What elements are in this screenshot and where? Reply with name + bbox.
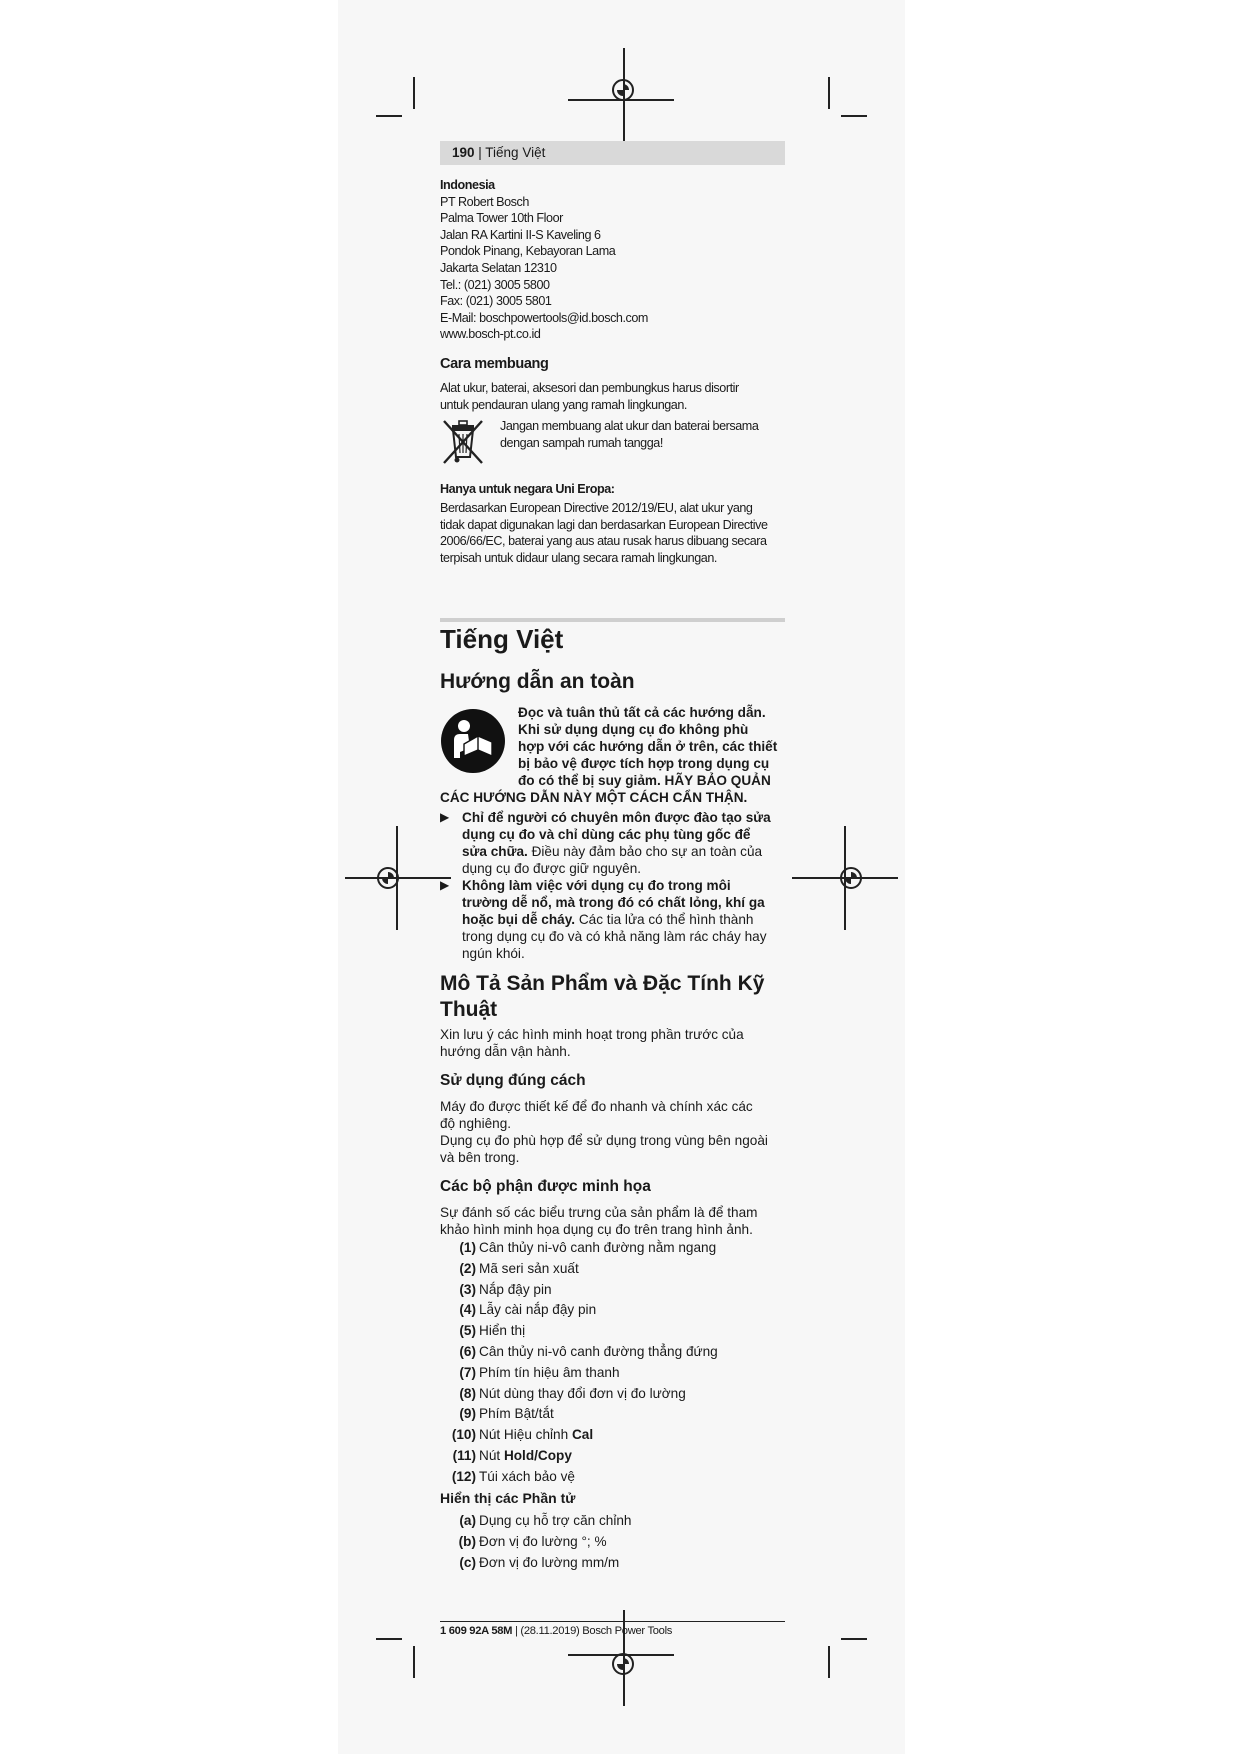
disposal-text [440,380,785,413]
bin-note-line: Jangan membuang alat ukur dan baterai bersama [500,419,759,433]
item-number: (5) [459,1323,476,1339]
safety-intro-last: CÁC HƯỚNG DẪN NÀY MỘT CÁCH CẨN THẬN. [440,790,748,805]
disposal-heading: Cara membuang [440,356,549,372]
item-text: Cân thủy ni-vô canh đường nằm ngang [479,1240,717,1255]
crop-mark [828,77,830,109]
item-number: (12) [451,1468,476,1484]
item-text: Hiển thị [479,1323,526,1339]
list-item [440,1426,785,1443]
product-heading-line: Thuật [440,998,498,1021]
item-number: (6) [459,1344,476,1359]
product-heading-line: Mô Tả Sản Phẩm và Đặc Tính Kỹ [440,972,765,995]
footer-rule [440,1621,785,1622]
item-text: Dụng cụ hỗ trợ căn chỉnh [479,1513,632,1528]
contact-line: Tel.: (021) 3005 5800 [440,277,550,292]
bullet-bold-line: Không làm việc với dụng cụ đo trong môi [462,878,731,893]
eu-line: tidak dapat digunakan lagi dan berdasarkan European Directive [440,517,768,532]
registration-mark-icon [612,79,634,101]
read-manual-icon [440,708,506,774]
header-language: Tiếng Việt [485,145,546,160]
safety-heading: Hướng dẫn an toàn [440,670,635,693]
bullet-bold-line: trường dễ nổ, mà trong đó có chất lỏng, khí ga [462,895,765,910]
disposal-line: Alat ukur, baterai, aksesori dan pembungkus harus disortir [440,381,739,395]
product-note-line: hướng dẫn vận hành. [440,1044,571,1059]
list-item [440,1281,785,1298]
bullet-triangle-icon: ▶ [440,810,450,824]
bin-note [500,418,790,451]
product-note [440,1026,785,1060]
item-text: Nút [479,1448,504,1463]
bullet-text: Các tia lửa có thể hình thành [575,912,754,927]
item-text: Phím Bật/tắt [479,1406,554,1422]
bullet-text: trong dụng cụ đo và có khả năng làm rác cháy hay [462,929,767,944]
page-footer [440,1625,672,1637]
contact-line: PT Robert Bosch [440,194,529,209]
registration-mark-icon [377,867,399,889]
list-item [440,1385,785,1402]
eu-heading: Hanya untuk negara Uni Eropa: [440,482,615,496]
list-item [440,1239,785,1256]
list-item [440,1343,785,1360]
use-line: Dụng cụ đo phù hợp để sử dụng trong vùng bên ngoài [440,1133,768,1148]
list-item [440,1554,785,1571]
item-number: (a) [459,1513,476,1528]
crop-mark [841,1638,867,1640]
language-title: Tiếng Việt [440,624,564,654]
eu-text [440,500,785,566]
eu-line: 2006/66/EC, baterai yang aus atau rusak harus dibuang secara [440,534,767,549]
registration-mark-icon [840,867,862,889]
item-number: (c) [459,1554,476,1570]
item-number: (1) [459,1240,476,1255]
contact-block [440,177,785,343]
product-heading [440,971,785,1023]
item-text: Mã seri sản xuất [479,1260,579,1276]
item-number: (b) [458,1533,476,1549]
contact-line: Fax: (021) 3005 5801 [440,294,552,309]
doc-number: 1 609 92A 58M [440,1625,513,1637]
page-number: 190 [452,145,475,160]
safety-intro-line: Khi sử dụng dụng cụ đo không phù [518,722,749,737]
item-text: Cân thủy ni-vô canh đường thẳng đứng [479,1344,718,1359]
crop-mark [841,115,867,117]
bullet-bold-line: Chỉ để người có chuyên môn được đào tạo sửa [462,810,771,825]
display-heading: Hiển thị các Phần tử [440,1490,576,1506]
item-text: Đơn vị đo lường °; % [479,1533,607,1549]
list-item [440,1533,785,1550]
crossed-out-wheelie-bin-icon [440,417,486,467]
item-number: (2) [459,1260,476,1276]
contact-line: Jakarta Selatan 12310 [440,260,557,275]
eu-line: Berdasarkan European Directive 2012/19/EU, alat ukur yang [440,501,753,515]
list-item [440,1260,785,1277]
section-divider [440,618,785,622]
bullet-bold-tail: hoặc bụi dễ cháy. [462,912,576,927]
bin-note-line: dengan sampah rumah tangga! [500,435,663,450]
disposal-line: untuk pendauran ulang yang ramah lingkungan. [440,397,687,412]
safety-intro-line: đo có thể bị suy giảm. HÃY BẢO QUẢN [518,773,771,788]
crop-mark [413,77,415,109]
bullet-text: Điều này đảm bảo cho sự an toàn của [527,844,763,859]
bullet-bold-tail: sửa chữa. [462,844,528,859]
header-separator: | [474,145,486,160]
item-number: (11) [452,1448,476,1463]
list-item [440,1468,785,1485]
list-item [440,1512,785,1529]
parts-intro-line: Sự đánh số các biểu trưng của sản phẩm là để tham [440,1205,758,1220]
contact-line: Pondok Pinang, Kebayoran Lama [440,244,616,259]
safety-intro-line: Đọc và tuân thủ tất cả các hướng dẫn. [518,705,766,720]
use-line: Máy đo được thiết kế để đo nhanh và chính xác các [440,1099,753,1114]
product-note-line: Xin lưu ý các hình minh hoạt trong phần trước của [440,1027,744,1042]
item-bold-text: Hold/Copy [503,1448,572,1463]
use-line: độ nghiêng. [440,1116,512,1131]
safety-intro-line: bị bảo vệ được tích hợp trong dụng cụ [518,756,770,771]
item-text: Đơn vị đo lường mm/m [479,1554,620,1570]
list-item [440,1364,785,1381]
safety-intro-line: hợp với các hướng dẫn ở trên, các thiết [518,739,778,754]
use-line: và bên trong. [440,1150,520,1165]
crop-mark [376,115,402,117]
safety-intro [518,704,788,789]
safety-bullet [440,877,785,962]
item-text: Nút dùng thay đổi đơn vị đo lường [479,1385,686,1401]
contact-country: Indonesia [440,178,495,192]
contact-line: Jalan RA Kartini II-S Kaveling 6 [440,227,601,242]
item-text: Lẫy cài nắp đậy pin [479,1302,597,1318]
item-number: (3) [459,1281,476,1297]
crop-mark [828,1646,830,1678]
item-number: (9) [459,1406,476,1422]
item-bold-text: Cal [571,1427,594,1443]
bullet-triangle-icon: ▶ [440,878,450,892]
item-number: (7) [459,1364,476,1380]
item-text: Túi xách bảo vệ [479,1468,575,1484]
list-item [440,1322,785,1339]
footer-date-brand: | (28.11.2019) Bosch Power Tools [512,1625,673,1637]
bullet-text: ngún khói. [462,946,525,961]
item-text: Phím tín hiệu âm thanh [479,1364,620,1380]
contact-website: www.bosch-pt.co.id [440,327,541,342]
contact-line: Palma Tower 10th Floor [440,211,563,226]
bullet-text: dụng cụ đo được giữ nguyên. [462,861,642,876]
item-text: Nút Hiệu chỉnh [479,1427,572,1443]
bullet-bold-line: dụng cụ đo và chỉ dùng các phụ tùng gốc để [462,827,751,842]
crop-mark [413,1646,415,1678]
parts-intro-line: khảo hình minh họa dụng cụ đo trên trang hình ảnh. [440,1222,753,1237]
registration-mark-icon [612,1653,634,1675]
list-item [440,1405,785,1422]
safety-bullet [440,809,785,877]
page-header [440,141,785,165]
crop-mark [376,1638,402,1640]
use-heading: Sử dụng đúng cách [440,1072,586,1089]
eu-line: terpisah untuk didaur ulang secara ramah lingkungan. [440,550,717,565]
parts-heading: Các bộ phận được minh họa [440,1178,651,1195]
item-number: (4) [459,1302,476,1318]
item-number: (8) [459,1385,476,1401]
list-item [440,1301,785,1318]
item-number: (10) [451,1427,476,1443]
contact-email: E-Mail: boschpowertools@id.bosch.com [440,310,648,325]
parts-intro [440,1204,785,1238]
use-text [440,1098,785,1166]
item-text: Nắp đậy pin [479,1281,552,1297]
list-item [440,1447,785,1464]
